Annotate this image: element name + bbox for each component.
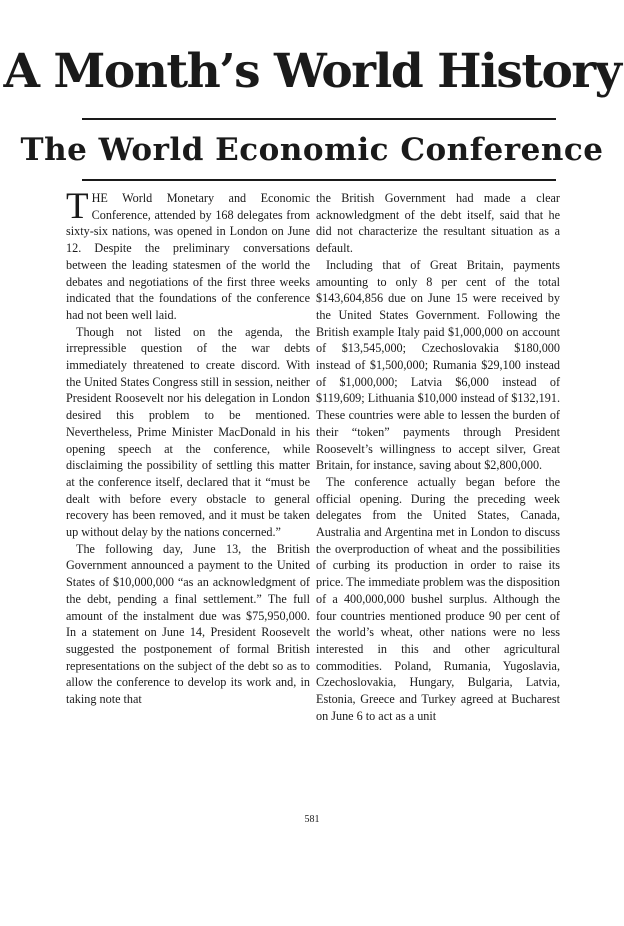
article-headline: The World Economic Conference <box>20 132 604 168</box>
header-rule-top <box>82 118 556 120</box>
opening-paragraph <box>66 186 310 324</box>
masthead-title: A Month’s World History <box>3 44 621 99</box>
drop-cap: T <box>66 186 89 227</box>
paragraph: the British Government had made a clear acknowledgment of the debt itself, said that he did not characterize the resultant situation as a default. <box>316 191 560 256</box>
page-number: 581 <box>304 814 320 825</box>
paragraph: Though not listed on the agenda, the irrepressible question of the war debts immediately threatened to create discord. With the United States Congress still in session, neither President Roosevelt nor his delegation in London desired this problem to be mentioned. Nevertheless, Prime Minister MacDonald in his opening speech at the conference, while disclaiming the possibility of settling this matter at the conference itself, declared that it “must be dealt with before every obstacle to general recovery has been removed, and it must be taken up without delay by the nations concerned.” <box>66 324 310 540</box>
left-column <box>66 186 310 708</box>
paragraph: The conference actually began before the official opening. During the preceding week delegates from the United States, Canada, Australia and Argentina met in London to discuss the overproduction of wheat and the possibilities of curbing its production in order to raise its price. The immediate problem was the disposition of a 400,000,000 bushel surplus. Although the four countries mentioned produce 90 per cent of the world’s wheat, other nations were no less interested in this and other agricultural commodities. Poland, Rumania, Yugoslavia, Czechoslovakia, Hungary, Bulgaria, Latvia, Estonia, Greece and Turkey agreed at Bucharest on June 6 to act as a unit <box>316 474 560 723</box>
header-rule-bottom <box>82 179 556 181</box>
opening-text: HE World Monetary and Economic Conference, attended by 168 delegates from sixty-six nations, was opened in London on June 12. Despite the preliminary conversations between the leading statesmen of the world the debates and negotiations of the first three weeks indicated that the foundations of the conference had not been well laid. <box>66 191 310 322</box>
paragraph: The following day, June 13, the British Government announced a payment to the United States of $10,000,000 “as an acknowledgment of the debt, pending a final settlement.” The full amount of the instalment due was $75,950,000. In a statement on June 14, President Roosevelt suggested the postponement of formal British representations on the subject of the debt so as to allow the conference to develop its work and, in taking note that <box>66 541 310 707</box>
right-column <box>316 190 560 725</box>
paragraph: Including that of Great Britain, payments amounting to only 8 per cent of the total $143,604,856 due on June 15 were received by the United States Government. Following the British example Italy paid $1,000,000 on account of $13,545,000; Czechoslovakia $180,000 instead of $1,500,000; Rumania $29,100 instead of $1,000,000; Latvia $6,000 instead of $119,609; Lithuania $10,000 instead of $132,191. These countries were able to lessen the burden of their “token” payments through President Roosevelt’s willingness to accept silver, Great Britain, for instance, saving about $2,800,000. <box>316 257 560 473</box>
